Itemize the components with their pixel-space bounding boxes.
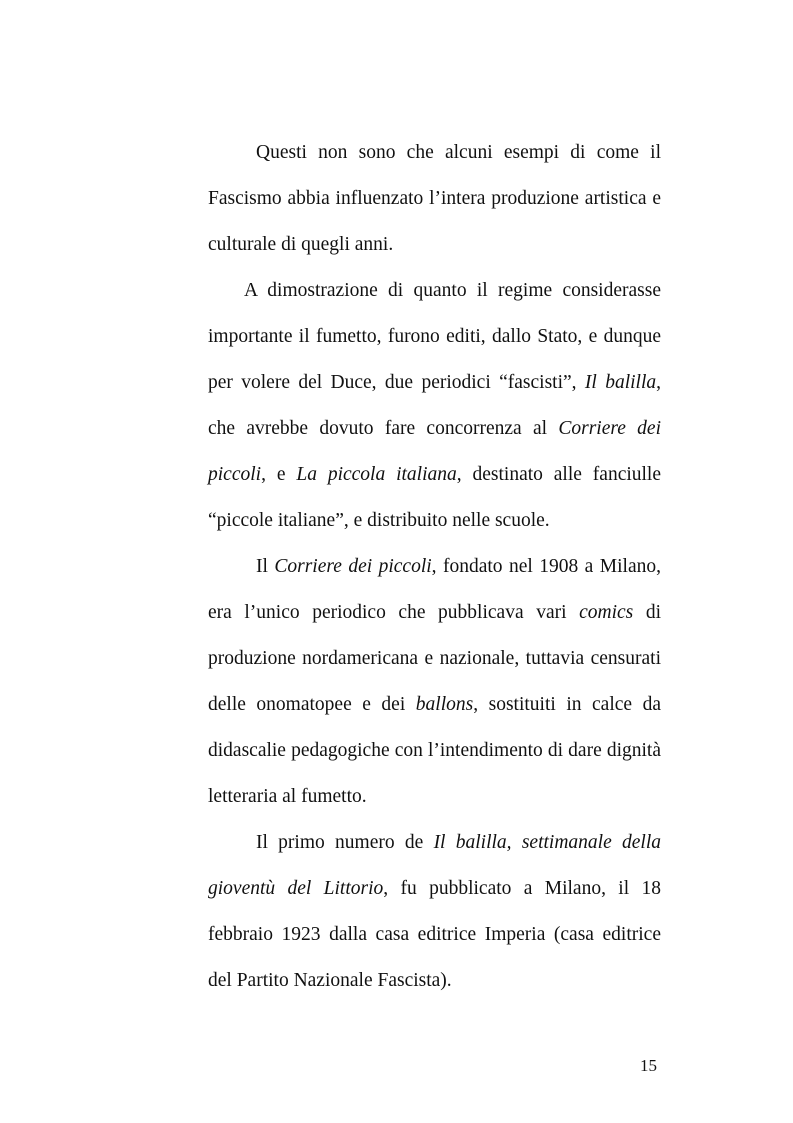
paragraph-2-segment-6: La piccola italiana xyxy=(296,464,457,485)
page-number: 15 xyxy=(640,1056,657,1075)
paragraph-3-segment-7: , sostituiti in calce da didascalie pedagogiche con l’intendimento di dare dignità letteraria al fumetto. xyxy=(208,694,661,807)
paragraph-3-segment-4: comics xyxy=(579,602,634,623)
paragraph-4 xyxy=(208,820,661,1004)
paragraph-1-segment-1: Questi non sono che alcuni esempi di come il Fascismo abbia influenzato l’intera produzione artistica e culturale di quegli anni. xyxy=(208,142,661,255)
paragraph-3-segment-6: ballons xyxy=(415,694,474,715)
paragraph-3-segment-2: Corriere dei piccoli xyxy=(274,556,432,577)
page-body xyxy=(208,130,661,1004)
paragraph-2-segment-1: A dimostrazione di quanto il regime considerasse importante il fumetto, furono editi, dallo Stato, e dunque per volere del Duce, due periodici “fascisti”, xyxy=(208,280,661,393)
paragraph-3 xyxy=(208,544,661,820)
paragraph-3-segment-1: Il xyxy=(256,556,275,577)
paragraph-2 xyxy=(208,268,661,544)
paragraph-2-segment-4: Corriere dei piccoli xyxy=(208,418,661,485)
paragraph-2-segment-7: , destinato alle fanciulle “piccole italiane”, e distribuito nelle scuole. xyxy=(208,464,662,531)
paragraph-2-segment-3: , che avrebbe dovuto fare concorrenza al xyxy=(208,372,661,439)
paragraph-2-segment-2: Il balilla xyxy=(584,372,657,393)
paragraph-2-segment-5: , e xyxy=(261,464,297,485)
paragraph-4-segment-2: Il balilla, settimanale della gioventù del Littorio xyxy=(208,832,661,899)
paragraph-4-segment-1: Il primo numero de xyxy=(256,832,434,853)
paragraph-3-segment-5: di produzione nordamericana e nazionale, tuttavia censurati delle onomatopee e dei xyxy=(208,602,661,715)
paragraph-3-segment-3: , fondato nel 1908 a Milano, era l’unico periodico che pubblicava vari xyxy=(208,556,661,623)
paragraph-1 xyxy=(208,130,661,268)
paragraph-4-segment-3: , fu pubblicato a Milano, il 18 febbraio 1923 dalla casa editrice Imperia (casa editrice del Partito Nazionale Fascista). xyxy=(208,878,661,991)
